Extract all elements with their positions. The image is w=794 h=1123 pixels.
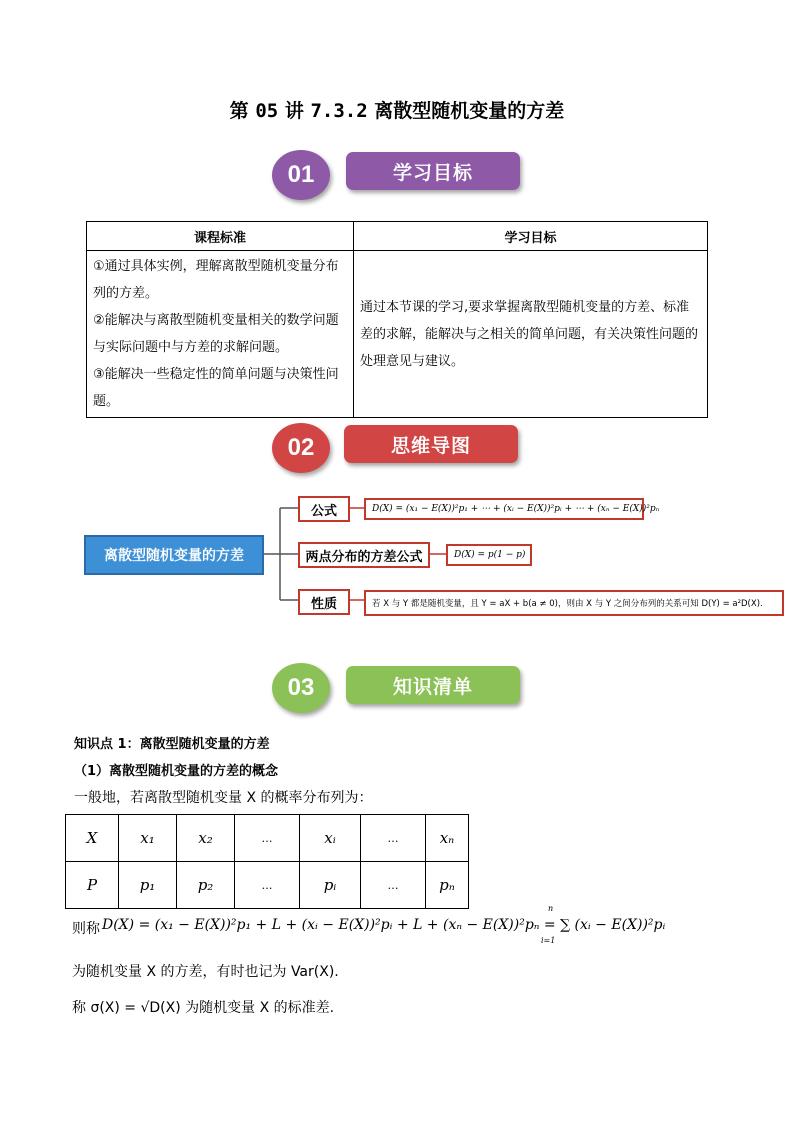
standard-2: ②能解决与离散型随机变量相关的数学问题与实际问题中与方差的求解问题。 — [93, 313, 339, 355]
mindmap-formula-property: 若 X 与 Y 都是随机变量，且 Y = aX + b(a ≠ 0)，则由 X 与 Y 之间分布列的关系可知 D(Y) = a²D(X). — [364, 590, 784, 616]
table-cell: p₁ — [119, 862, 177, 909]
section-01-label: 学习目标 — [346, 152, 520, 190]
title-num: 05 — [255, 100, 279, 122]
table-row-p — [66, 862, 469, 909]
standard-1: ①通过具体实例，理解离散型随机变量分布列的方差。 — [93, 259, 339, 301]
table-cell: … — [235, 815, 300, 862]
table-cell: x₁ — [119, 815, 177, 862]
table-cell: … — [361, 862, 426, 909]
section-02-number: 02 — [272, 423, 330, 473]
distribution-table — [65, 814, 469, 909]
table-cell: pᵢ — [300, 862, 361, 909]
table-cell: x₂ — [177, 815, 235, 862]
table-cell: p₂ — [177, 862, 235, 909]
section-03-label: 知识清单 — [346, 666, 520, 704]
mindmap-node-formula: 公式 — [298, 496, 350, 522]
title-mid: 讲 — [284, 100, 304, 122]
table-cell: … — [361, 815, 426, 862]
standard-3: ③能解决一些稳定性的简单问题与决策性问题。 — [93, 367, 339, 409]
mindmap-node-property: 性质 — [298, 589, 350, 615]
mindmap-formula-two-point: D(X) = p(1 − p) — [446, 544, 532, 566]
table-cell: … — [235, 862, 300, 909]
sum-upper-limit: n — [548, 904, 554, 913]
title-code: 7.3.2 — [310, 100, 368, 122]
sum-lower-limit: i=1 — [541, 936, 556, 945]
header-course-standard: 课程标准 — [87, 222, 354, 251]
section-02-label: 思维导图 — [344, 425, 518, 463]
table-cell: xₙ — [426, 815, 469, 862]
header-learning-goal: 学习目标 — [354, 222, 708, 251]
knowledge-point-heading: 知识点 1：离散型随机变量的方差 — [74, 737, 270, 752]
variance-formula: D(X) = (x₁ − E(X))²p₁ + L + (xᵢ − E(X))²pᵢ + L + (xₙ − E(X))²pₙ = ∑ (xᵢ − E(X))²pᵢ — [102, 917, 666, 933]
table-cell: xᵢ — [300, 815, 361, 862]
learning-goal-text: 通过本节课的学习,要求掌握离散型随机变量的方差、标准差的求解，能解决与之相关的简单问题，有关决策性问题的处理意见与建议。 — [360, 299, 699, 369]
table-cell: P — [66, 862, 119, 909]
section-03-number: 03 — [272, 663, 330, 713]
mindmap-root: 离散型随机变量的方差 — [84, 535, 264, 575]
table-cell: pₙ — [426, 862, 469, 909]
table-cell: X — [66, 815, 119, 862]
section-01-number: 01 — [272, 150, 330, 200]
mindmap-formula-variance: D(X) = (x₁ − E(X))²p₁ + ⋯ + (xᵢ − E(X))²pᵢ + ⋯ + (xₙ − E(X))²pₙ — [364, 498, 644, 520]
formula-lead: 则称 — [72, 921, 100, 937]
title-prefix: 第 — [229, 100, 249, 122]
variance-definition: 为随机变量 X 的方差，有时也记为 Var(X). — [72, 964, 339, 980]
std-definition: 称 σ(X) = √D(X) 为随机变量 X 的标准差. — [72, 1000, 335, 1016]
knowledge-intro: 一般地，若离散型随机变量 X 的概率分布列为： — [74, 790, 373, 806]
table-row-x — [66, 815, 469, 862]
knowledge-subheading: （1）离散型随机变量的方差的概念 — [74, 764, 279, 779]
title-text: 离散型随机变量的方差 — [374, 100, 565, 122]
mindmap-node-two-point: 两点分布的方差公式 — [298, 542, 430, 568]
